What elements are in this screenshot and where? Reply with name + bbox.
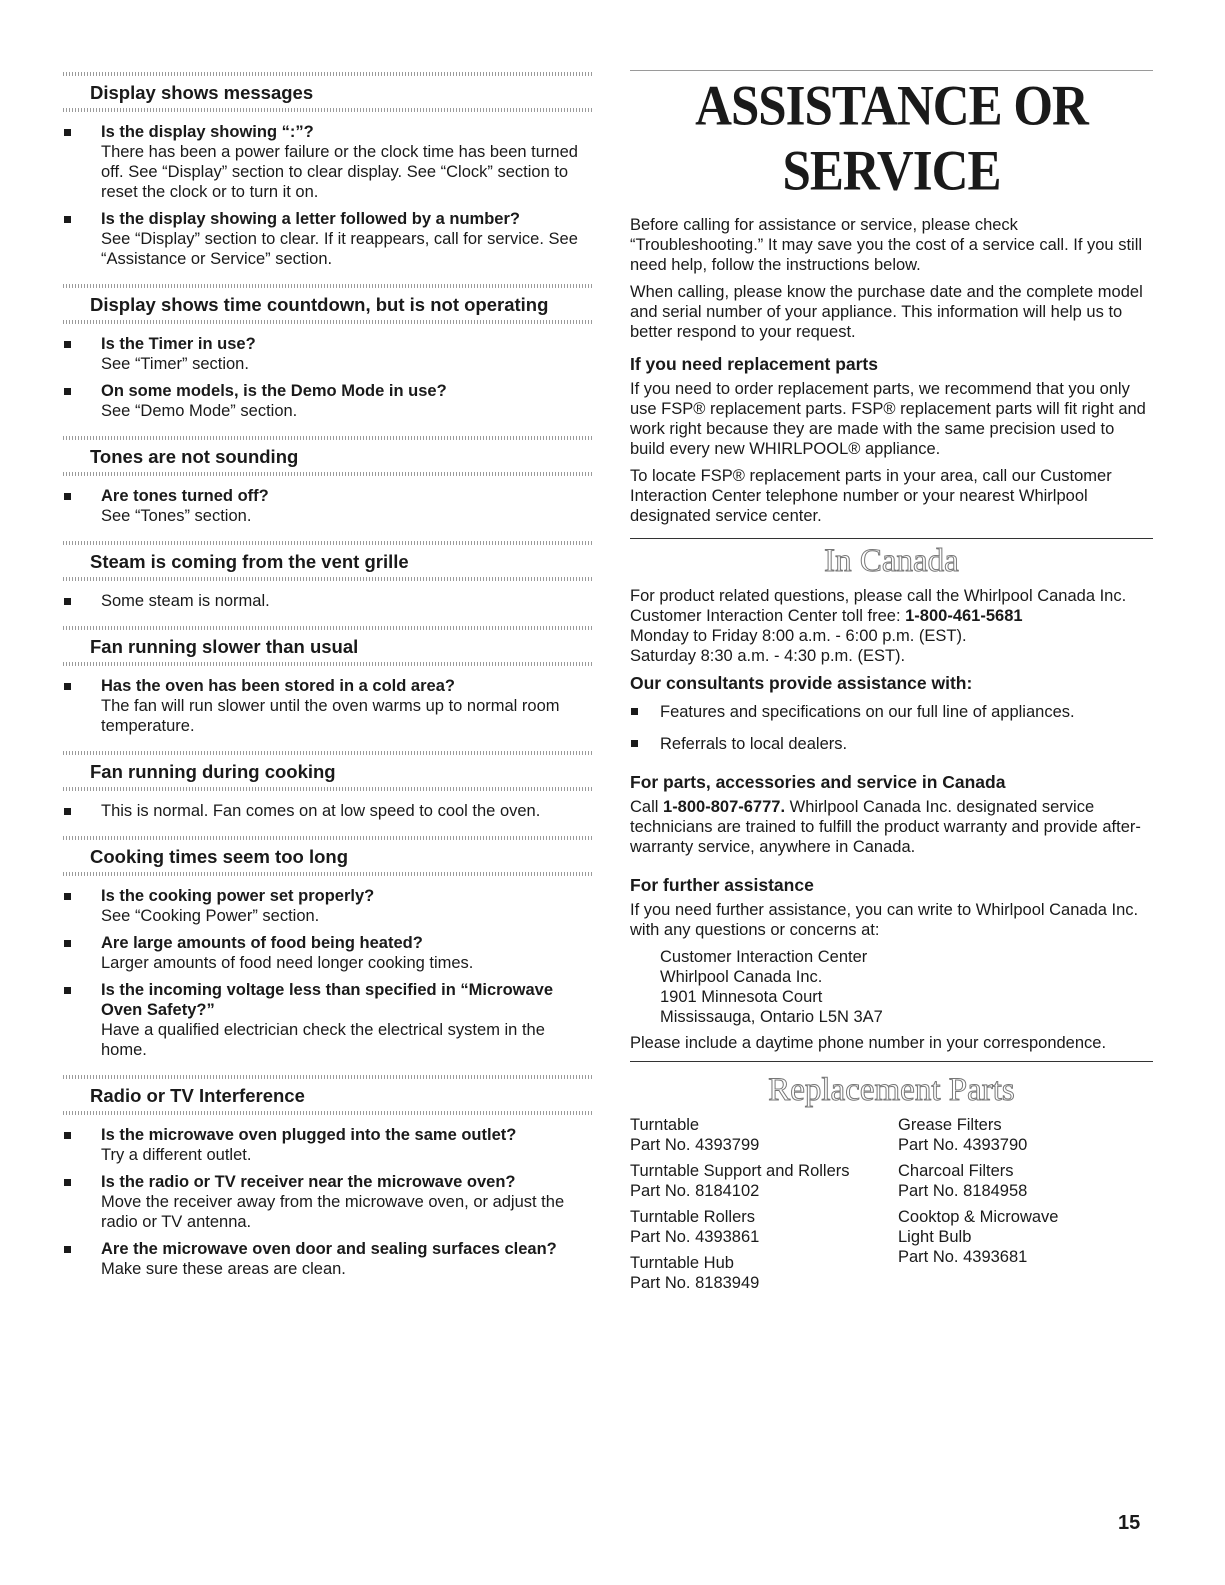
answer: There has been a power failure or the clock time has been turned off. See “Display” section to clear display. See “Clock” section to reset the clock or to turn it on. <box>101 143 578 201</box>
section-header <box>63 624 593 668</box>
bullet-icon <box>64 683 71 690</box>
replacement-parts-title: Replacement Parts <box>768 1072 1015 1108</box>
part-name: Turntable Rollers <box>630 1208 756 1226</box>
page-number: 15 <box>1118 1512 1141 1534</box>
consultant-item: Features and specifications on our full line of appliances. <box>660 703 1075 721</box>
part-name: Grease Filters <box>898 1116 1002 1134</box>
title-rule <box>630 70 1153 203</box>
question: Is the radio or TV receiver near the microwave oven? <box>101 1173 516 1191</box>
parts-list <box>630 1115 1153 1299</box>
answer: Have a qualified electrician check the electrical system in the home. <box>101 1021 545 1059</box>
address-line: 1901 Minnesota Court <box>660 988 823 1006</box>
question: Is the Timer in use? <box>101 335 256 353</box>
part-name: Cooktop & Microwave Light Bulb <box>898 1208 1059 1246</box>
question: Is the microwave oven plugged into the same outlet? <box>101 1126 517 1144</box>
part-name: Turntable Support and Rollers <box>630 1162 850 1180</box>
section-title: Tones are not sounding <box>90 446 299 467</box>
answer: Make sure these areas are clean. <box>101 1260 346 1278</box>
address-line: Whirlpool Canada Inc. <box>660 968 823 986</box>
list-item <box>63 980 593 1060</box>
section-header <box>63 749 593 793</box>
answer: See “Demo Mode” section. <box>101 402 298 420</box>
answer: This is normal. Fan comes on at low speed to cool the oven. <box>101 802 541 820</box>
answer: The fan will run slower until the oven warms up to normal room temperature. <box>101 697 560 735</box>
assistance-column <box>630 70 1153 1299</box>
question: Is the cooking power set properly? <box>101 887 375 905</box>
question: Is the incoming voltage less than specified in “Microwave Oven Safety?” <box>101 981 554 1019</box>
part-number: Part No. 4393799 <box>630 1136 760 1154</box>
divider <box>630 538 1153 539</box>
question: Is the display showing “:”? <box>101 123 314 141</box>
bullet-icon <box>64 987 71 994</box>
question: Has the oven has been stored in a cold area? <box>101 677 455 695</box>
further-heading: For further assistance <box>630 875 814 895</box>
answer: Larger amounts of food need longer cooking times. <box>101 954 474 972</box>
question: Are tones turned off? <box>101 487 269 505</box>
troubleshooting-column <box>63 70 593 1292</box>
list-item <box>63 886 593 926</box>
service-phone: 1-800-807-6777. <box>663 798 786 816</box>
list-item <box>63 1239 593 1279</box>
canada-heading: In Canada <box>824 543 959 579</box>
answer: See “Cooking Power” section. <box>101 907 320 925</box>
replacement-parts-paragraph: If you need to order replacement parts, we recommend that you only use FSP® replacement parts. FSP® replacement parts will fit right and work right because they are made with the same precision used to build every new WHIRLPOOL® appliance. <box>630 380 1146 458</box>
list-item <box>63 209 593 269</box>
section-title: Display shows messages <box>90 82 314 103</box>
list-item <box>63 334 593 374</box>
answer: See “Display” section to clear. If it reappears, call for service. See “Assistance or Service” section. <box>101 230 578 268</box>
bullet-icon <box>64 129 71 136</box>
part-entry <box>630 1161 885 1201</box>
replacement-parts-paragraph: To locate FSP® replacement parts in your area, call our Customer Interaction Center telephone number or your nearest Whirlpool designated service center. <box>630 467 1112 525</box>
bullet-icon <box>631 740 638 747</box>
question: Is the display showing a letter followed by a number? <box>101 210 520 228</box>
section-header <box>63 70 593 114</box>
section-header <box>63 1073 593 1117</box>
bullet-icon <box>64 808 71 815</box>
part-entry <box>898 1207 1153 1267</box>
bullet-icon <box>64 1132 71 1139</box>
service-text: Whirlpool Canada Inc. designated service technicians are trained to fulfill the product warranty and provide after-warranty service, anywhere in Canada. <box>630 798 1141 856</box>
service-paragraph <box>630 797 1153 857</box>
section-title: Display shows time countdown, but is not operating <box>90 294 549 315</box>
mailing-address <box>630 947 1153 1027</box>
section-title: Fan running during cooking <box>90 761 336 782</box>
answer: Try a different outlet. <box>101 1146 252 1164</box>
part-name: Turntable <box>630 1116 700 1134</box>
section-title: Steam is coming from the vent grille <box>90 551 409 572</box>
part-number: Part No. 4393861 <box>630 1228 760 1246</box>
further-paragraph: If you need further assistance, you can write to Whirlpool Canada Inc. with any questions or concerns at: <box>630 901 1139 939</box>
bullet-icon <box>64 1246 71 1253</box>
question: Are the microwave oven door and sealing surfaces clean? <box>101 1240 557 1258</box>
part-number: Part No. 8184102 <box>630 1182 760 1200</box>
answer: Move the receiver away from the microwave oven, or adjust the radio or TV antenna. <box>101 1193 565 1231</box>
intro-paragraph: When calling, please know the purchase date and the complete model and serial number of your appliance. This information will help us to better respond to your request. <box>630 283 1143 341</box>
section-title: Cooking times seem too long <box>90 846 348 867</box>
bullet-icon <box>64 1179 71 1186</box>
consultant-item: Referrals to local dealers. <box>660 735 848 753</box>
divider <box>630 1061 1153 1062</box>
address-line: Customer Interaction Center <box>660 948 868 966</box>
bullet-icon <box>64 493 71 500</box>
service-call: Call <box>630 798 664 816</box>
canada-hours: Saturday 8:30 a.m. - 4:30 p.m. (EST). <box>630 647 906 665</box>
list-item <box>63 122 593 202</box>
bullet-icon <box>64 216 71 223</box>
parts-column <box>630 1115 885 1299</box>
bullet-icon <box>64 598 71 605</box>
list-item <box>630 734 1153 754</box>
part-entry <box>898 1115 1153 1155</box>
answer: Some steam is normal. <box>101 592 270 610</box>
list-item <box>63 381 593 421</box>
bullet-icon <box>64 893 71 900</box>
canada-hours: Monday to Friday 8:00 a.m. - 6:00 p.m. (EST). <box>630 627 967 645</box>
bullet-icon <box>64 940 71 947</box>
canada-text: For product related questions, please call the Whirlpool Canada Inc. Customer Interaction Center toll free: <box>630 587 1127 625</box>
list-item <box>63 801 593 821</box>
part-entry <box>630 1115 885 1155</box>
intro-paragraph: Before calling for assistance or service, please check “Troubleshooting.” It may save you the cost of a service call. If you still need help, follow the instructions below. <box>630 216 1143 274</box>
canada-phone: 1-800-461-5681 <box>905 607 1023 625</box>
bullet-icon <box>631 708 638 715</box>
service-heading: For parts, accessories and service in Canada <box>630 772 1006 792</box>
section-title: Fan running slower than usual <box>90 636 359 657</box>
part-entry <box>630 1253 885 1293</box>
bullet-icon <box>64 388 71 395</box>
list-item <box>63 1172 593 1232</box>
part-number: Part No. 8184958 <box>898 1182 1028 1200</box>
section-title: Radio or TV Interference <box>90 1085 305 1106</box>
parts-column <box>898 1115 1153 1299</box>
part-number: Part No. 4393681 <box>898 1248 1028 1266</box>
part-entry <box>630 1207 885 1247</box>
question: Are large amounts of food being heated? <box>101 934 423 952</box>
page-title: ASSISTANCE OR SERVICE <box>695 75 1088 203</box>
part-number: Part No. 8183949 <box>630 1274 760 1292</box>
part-name: Turntable Hub <box>630 1254 734 1272</box>
part-name: Charcoal Filters <box>898 1162 1014 1180</box>
list-item <box>630 702 1153 722</box>
section-header <box>63 434 593 478</box>
answer: See “Timer” section. <box>101 355 249 373</box>
canada-paragraph <box>630 586 1153 626</box>
replacement-parts-heading: If you need replacement parts <box>630 354 878 374</box>
consultants-heading: Our consultants provide assistance with: <box>630 673 973 693</box>
section-header <box>63 834 593 878</box>
bullet-icon <box>64 341 71 348</box>
list-item <box>63 1125 593 1165</box>
list-item <box>63 591 593 611</box>
list-item <box>63 933 593 973</box>
list-item <box>63 676 593 736</box>
list-item <box>63 486 593 526</box>
section-header <box>63 539 593 583</box>
include-paragraph: Please include a daytime phone number in your correspondence. <box>630 1034 1107 1052</box>
part-number: Part No. 4393790 <box>898 1136 1028 1154</box>
address-line: Mississauga, Ontario L5N 3A7 <box>660 1008 883 1026</box>
answer: See “Tones” section. <box>101 507 252 525</box>
part-entry <box>898 1161 1153 1201</box>
section-header <box>63 282 593 326</box>
question: On some models, is the Demo Mode in use? <box>101 382 447 400</box>
